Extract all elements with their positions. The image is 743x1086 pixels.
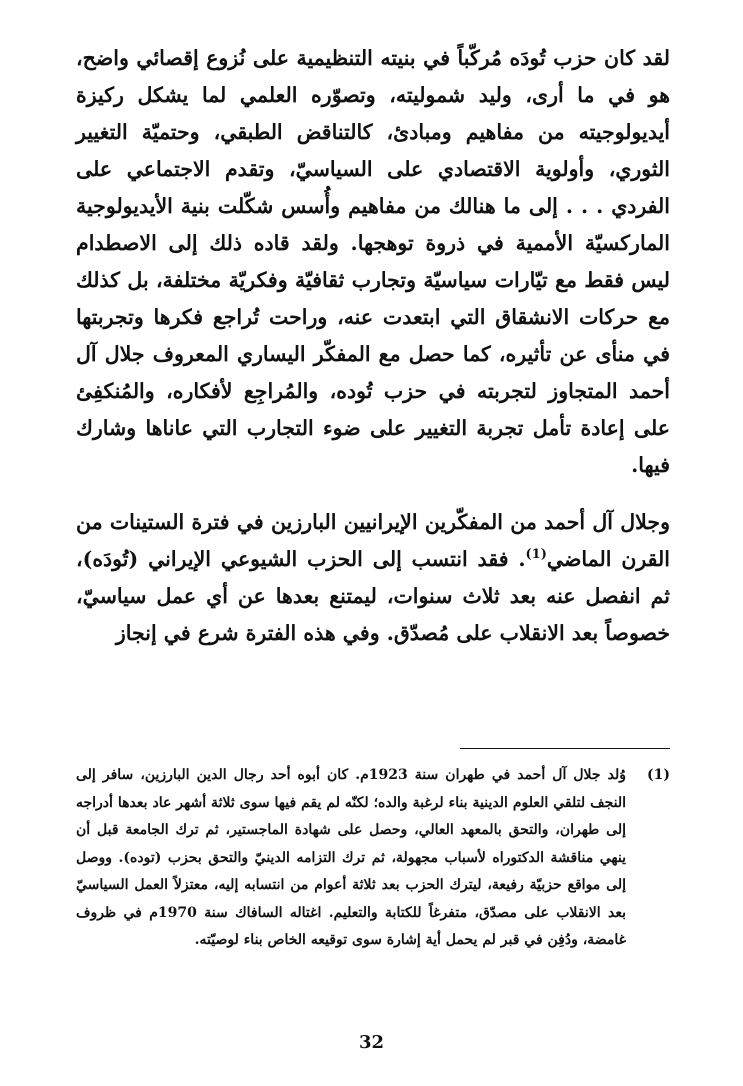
page-number: 32 bbox=[358, 1032, 385, 1053]
footnote-number: (1) bbox=[647, 767, 670, 783]
footnote-text: وُلد جلال آل أحمد في طهران سنة 1923م. كان أبوه أحد رجال الدين البارزين، سافر إلى النجف لتلقي العلوم الدينية بناء لرغبة والده؛ لكنّه لم يقم فيها سوى ثلاثة أشهر عاد بعدها أدراجه إلى طهران، والتحق بالمعهد العالي، وحصل على شهادة الماجستير، ثم ترك الجامعة قبل أن ينهي مناقشة الدكتوراه لأسباب مجهولة، ثم ترك التزامه الدينيّ والتحق بحزب (توده). ووصل إلى مواقع حزبيّة رفيعة، ليترك الحزب بعد ثلاثة أعوام من انتسابه إليه، معتزلاً العمل السياسيّ بعد الانقلاب على مصدّق، متفرغاً للكتابة والتعليم. اغتاله السافاك سنة 1970م في ظروف غامضة، ودُفِن في قبر لم يحمل أية إشارة سوى توقيعه الخاص بناء لوصيّته. bbox=[76, 767, 626, 948]
footnote bbox=[76, 762, 670, 955]
footnote-reference[interactable]: (1) bbox=[525, 547, 547, 563]
paragraph-2-text-start: وجلال آل أحمد من المفكّرين الإيرانيين البارزين في فترة الستينات من القرن الماضي bbox=[76, 510, 670, 571]
paragraph-1: لقد كان حزب تُودَه مُركّباً في بنيته التنظيمية على نُزوع إقصائي واضح، هو في ما أرى، وليد شموليته، وتصوّره العلمي لما يشكل ركيزة أيديولوجيته من مفاهيم ومبادئ، كالتناقض الطبقي، وحتميّة التغيير الثوري، وأولوية الاقتصادي على السياسيّ، وتقدم الاجتماعي على الفردي . . . إلى ما هنالك من مفاهيم وأُسس شكّلت بنية الأيديولوجية الماركسيّة الأممية في ذروة توهجها. ولقد قاده ذلك إلى الاصطدام ليس فقط مع تيّارات سياسيّة وتجارب ثقافيّة وفكريّة مختلفة، بل كذلك مع حركات الانشقاق التي ابتعدت عنه، وراحت تُراجع فكرها وتجربتها في منأى عن تأثيره، كما حصل مع المفكّر اليساري المعروف جلال آل أحمد المتجاوز لتجربته في حزب تُوده، والمُراجِع لأفكاره، والمُنكفِئ على إعادة تأمل تجربة التغيير على ضوء التجارب التي عاناها وشارك فيها. bbox=[76, 46, 670, 477]
main-text bbox=[76, 40, 670, 652]
paragraph-2 bbox=[76, 504, 670, 652]
paragraph-2-text-end: . فقد انتسب إلى الحزب الشيوعي الإيراني (تُودَه)، ثم انفصل عنه بعد ثلاث سنوات، ليمتنع بعدها عن أي عمل سياسيّ، خصوصاً بعد الانقلاب على مُصدّق. وفي هذه الفترة شرع في إنجاز bbox=[76, 547, 670, 645]
footnote-separator bbox=[460, 748, 670, 749]
